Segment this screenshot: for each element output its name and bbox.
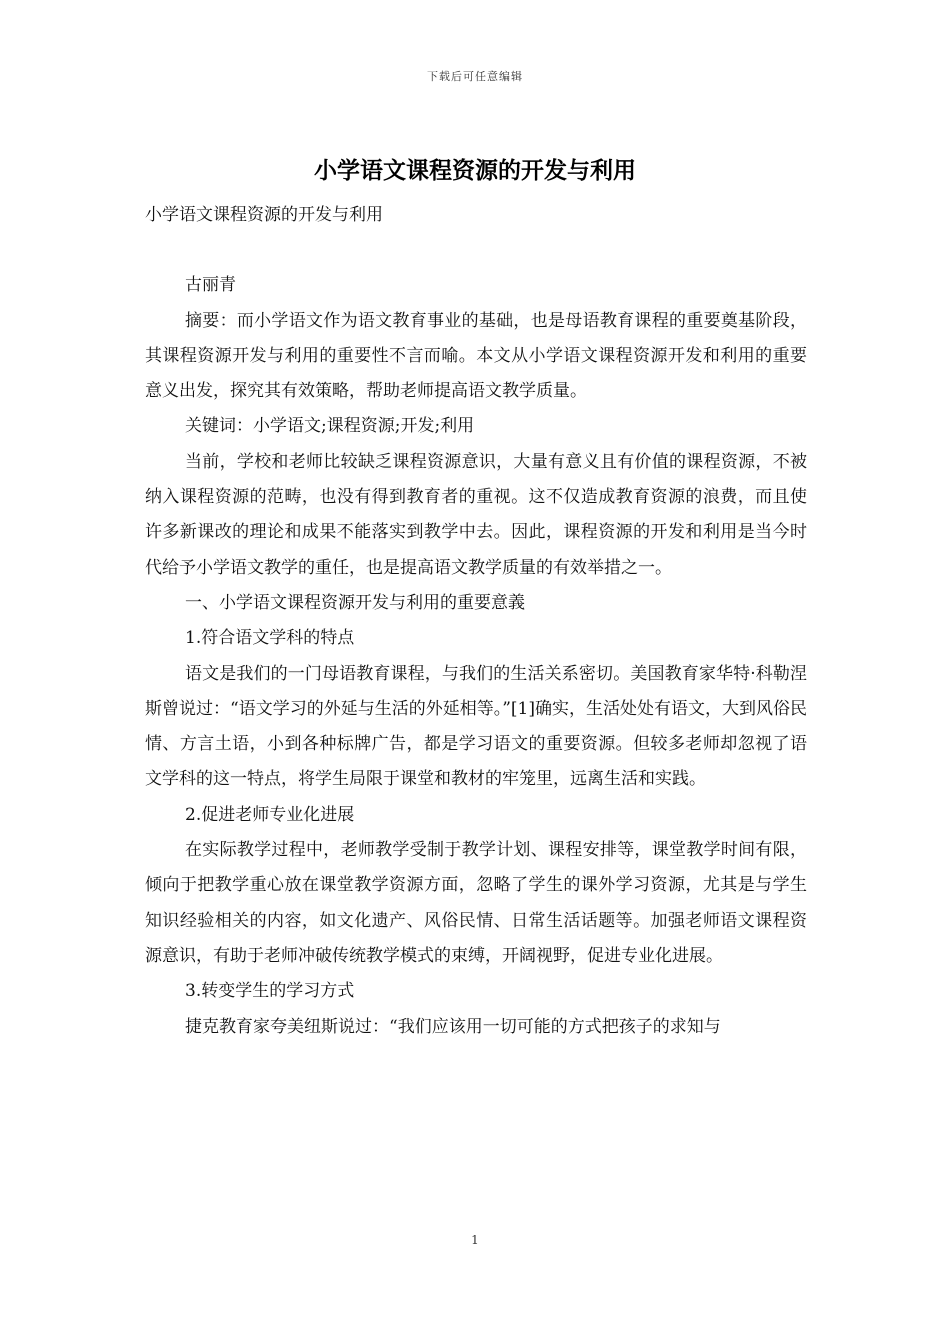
subsection-heading: 2.促进老师专业化进展 [185, 804, 355, 825]
body-paragraph: 当前，学校和老师比较缺乏课程资源意识，大量有意义且有价值的课程资源，不被纳入课程资源的范畴，也没有得到教育者的重视。这不仅造成教育资源的浪费，而且使许多新课改的理论和成果不能落实到教学中去。因此，课程资源的开发和利用是当今时代给予小学语文教学的重任，也是提高语文教学质量的有效举措之一。 [145, 451, 807, 578]
body-paragraph: 捷克教育家夸美纽斯说过：“我们应该用一切可能的方式把孩子的求知与 [185, 1016, 721, 1037]
section-heading: 一、小学语文课程资源开发与利用的重要意義 [185, 592, 525, 613]
abstract-paragraph: 摘要：而小学语文作为语文教育事业的基础，也是母语教育课程的重要奠基阶段，其课程资源开发与利用的重要性不言而喻。本文从小学语文课程资源开发和利用的重要意义出发，探究其有效策略，帮助老师提高语文教学质量。 [145, 310, 807, 402]
blank-line [145, 233, 807, 268]
subsection-heading: 1.符合语文学科的特点 [185, 628, 355, 649]
subsection-heading: 3.转变学生的学习方式 [185, 981, 355, 1002]
document-body [145, 198, 807, 1045]
document-subtitle: 小学语文课程资源的开发与利用 [145, 205, 383, 225]
author-name: 古丽青 [185, 275, 236, 296]
document-title: 小学语文课程资源的开发与利用 [314, 157, 636, 184]
body-paragraph: 在实际教学过程中，老师教学受制于教学计划、课程安排等，课堂教学时间有限，倾向于把教学重心放在课堂教学资源方面，忽略了学生的课外学习资源，尤其是与学生知识经验相关的内容，如文化遗产、风俗民情、日常生活话题等。加强老师语文课程资源意识，有助于老师冲破传统教学模式的束缚，开阔视野，促进专业化进展。 [145, 840, 807, 966]
keywords-paragraph: 关键词：小学语文;课程资源;开发;利用 [185, 416, 475, 437]
body-paragraph: 语文是我们的一门母语教育课程，与我们的生活关系密切。美国教育家华特·科勒涅斯曾说过：“语文学习的外延与生活的外延相等。”[1]确实，生活处处有语文，大到风俗民情、方言土语，小到各种标牌广告，都是学习语文的重要资源。但较多老师却忽视了语文学科的这一特点，将学生局限于课堂和教材的牢笼里，远离生活和实践。 [145, 663, 807, 790]
header-note: 下载后可任意编辑 [427, 70, 523, 83]
page-number: 1 [471, 1233, 479, 1247]
